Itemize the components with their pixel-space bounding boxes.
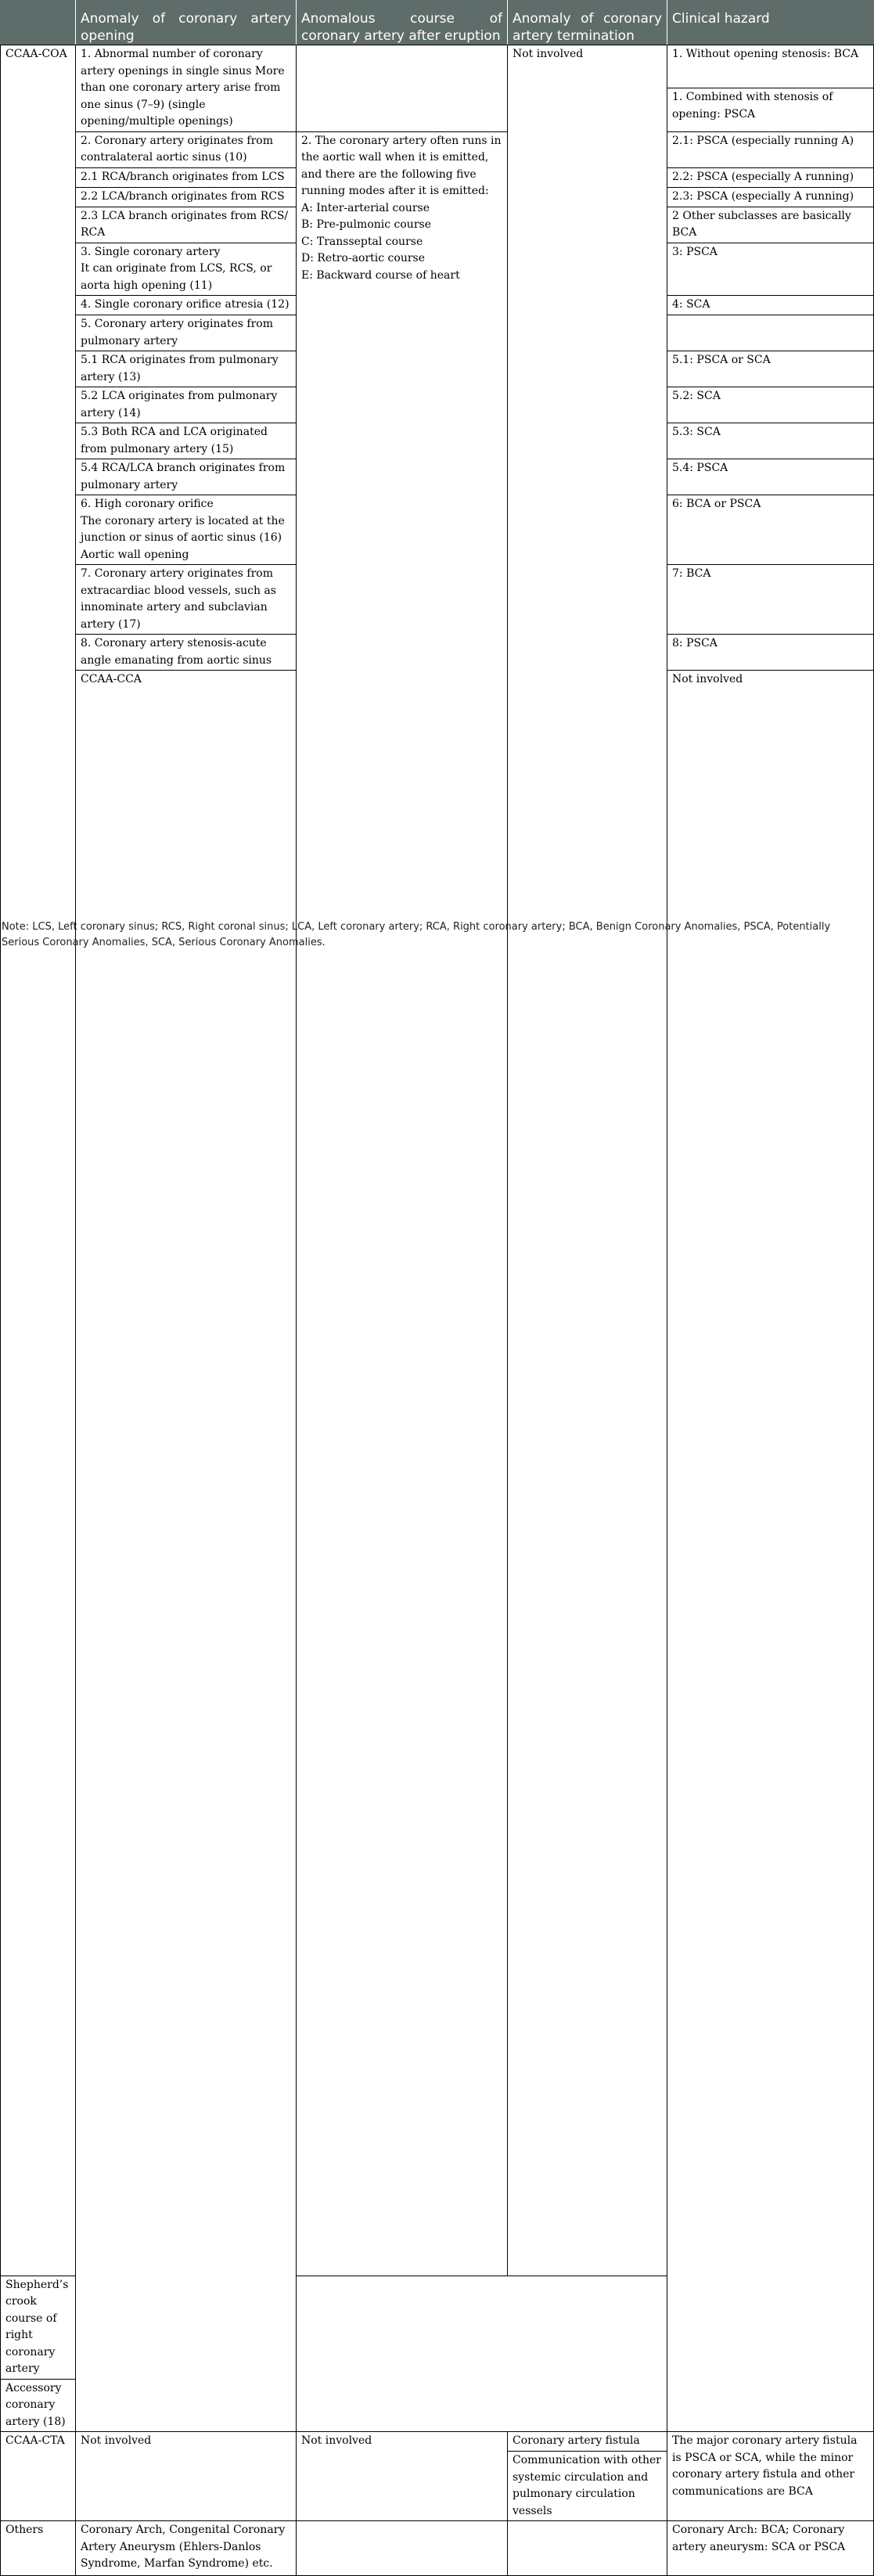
termination-cell: Not involved (508, 45, 667, 2276)
course-description: 2. The coronary artery often runs in the aortic wall when it is emitted, and there are the following five running modes after it is emitted: (301, 134, 502, 197)
opening-cell: 2.3 LCA branch originates from RCS/ RCA (76, 207, 297, 243)
course-mode: B: Pre-pulmonic course (301, 218, 431, 231)
header-opening: Anomaly of coronary artery opening (76, 1, 297, 45)
table-row (1, 45, 874, 88)
opening-cell: 4. Single coronary orifice atresia (12) (76, 296, 297, 315)
opening-title: 3. Single coronary artery (81, 245, 221, 258)
termination-cell (508, 2521, 667, 2576)
hazard-cell: 7: BCA (667, 565, 874, 635)
opening-text: Aortic wall opening (81, 548, 189, 561)
header-category (1, 1, 76, 45)
opening-cell: 5.1 RCA originates from pulmonary artery (13) (76, 351, 297, 387)
hazard-cell: Coronary Arch: BCA; Coronary artery aneurysm: SCA or PSCA (667, 2521, 874, 2576)
opening-cell: Not involved (76, 2432, 297, 2521)
header-course: Anomalous course of coronary artery after eruption (297, 1, 508, 45)
opening-title: 6. High coronary orifice (81, 498, 214, 510)
course-cell: Not involved (297, 2432, 508, 2521)
hazard-cell: 4: SCA (667, 296, 874, 315)
course-cell-empty (297, 45, 508, 132)
hazard-cell: 2.1: PSCA (especially running A) (667, 131, 874, 167)
course-mode: E: Backward course of heart (301, 268, 460, 282)
hazard-cell: 1. Without opening stenosis: BCA (667, 45, 874, 88)
hazard-cell: 3: PSCA (667, 243, 874, 296)
opening-cell: 8. Coronary artery stenosis-acute angle emanating from aortic sinus (76, 635, 297, 671)
opening-cell: 5.2 LCA originates from pulmonary artery (14) (76, 387, 297, 423)
hazard-cell: 8: PSCA (667, 635, 874, 671)
header-row (1, 1, 874, 45)
opening-text: It can originate from LCS, RCS, or aorta high opening (11) (81, 262, 272, 292)
table-row (1, 2432, 874, 2452)
course-mode: C: Transseptal course (301, 235, 423, 248)
table-footnote: Note: LCS, Left coronary sinus; RCS, Right coronal sinus; LCA, Left coronary artery; RCA, Right coronary artery; BCA, Benign Coronary Anomalies, PSCA, Potentially Serious Coronary Anomalies, SCA, Serious Coronary Anomalies. (2, 921, 831, 948)
opening-text: The coronary artery is located at the junction or sinus of aortic sinus (16) (81, 514, 285, 544)
table-row (1, 131, 874, 167)
opening-cell: Coronary Arch, Congenital Coronary Artery Aneurysm (Ehlers-Danlos Syndrome, Marfan Syndrome) etc. (76, 2521, 297, 2576)
course-cell: Shepherd’s crook course of right coronary artery (1, 2276, 76, 2379)
hazard-cell: 5.4: PSCA (667, 459, 874, 495)
course-cell-modes (297, 131, 508, 2276)
header-termination: Anomaly of coronary artery termination (508, 1, 667, 45)
hazard-cell: 5.3: SCA (667, 423, 874, 459)
header-hazard: Clinical hazard (667, 1, 874, 45)
table-row (1, 2521, 874, 2576)
opening-cell: 2. Coronary artery originates from contralateral aortic sinus (10) (76, 131, 297, 167)
group-label-cca: CCAA-CCA (76, 671, 297, 2432)
opening-cell: 5.3 Both RCA and LCA originated from pulmonary artery (15) (76, 423, 297, 459)
course-mode: D: Retro-aortic course (301, 252, 426, 264)
opening-cell: 5.4 RCA/LCA branch originates from pulmonary artery (76, 459, 297, 495)
termination-cell: Communication with other systemic circulation and pulmonary circulation vessels (508, 2452, 667, 2521)
opening-cell: 5. Coronary artery originates from pulmonary artery (76, 315, 297, 351)
hazard-cell: 6: BCA or PSCA (667, 495, 874, 565)
opening-cell (76, 495, 297, 565)
group-label-coa: CCAA-COA (1, 45, 76, 2276)
termination-cell: Coronary artery fistula (508, 2432, 667, 2452)
opening-cell: Not involved (667, 671, 874, 2432)
hazard-cell: 5.1: PSCA or SCA (667, 351, 874, 387)
group-label-others: Others (1, 2521, 76, 2576)
opening-cell: 2.2 LCA/branch originates from RCS (76, 187, 297, 207)
course-mode: A: Inter-arterial course (301, 201, 430, 214)
hazard-cell (667, 315, 874, 351)
hazard-cell: 5.2: SCA (667, 387, 874, 423)
opening-cell: 1. Abnormal number of coronary artery openings in single sinus More than one coronary artery arise from one sinus (7–9) (single opening/multiple openings) (76, 45, 297, 132)
course-cell (297, 2521, 508, 2576)
opening-cell: 7. Coronary artery originates from extracardiac blood vessels, such as innominate artery and subclavian artery (17) (76, 565, 297, 635)
hazard-cell: 2.2: PSCA (especially A running) (667, 167, 874, 187)
course-cell: Accessory coronary artery (18) (1, 2379, 76, 2432)
group-label-cta: CCAA-CTA (1, 2432, 76, 2521)
hazard-cell: The major coronary artery fistula is PSCA or SCA, while the minor coronary artery fistula and other communications are BCA (667, 2432, 874, 2521)
opening-cell (76, 243, 297, 296)
hazard-cell: 1. Combined with stenosis of opening: PSCA (667, 88, 874, 131)
hazard-cell: 2.3: PSCA (especially A running) (667, 187, 874, 207)
opening-cell: 2.1 RCA/branch originates from LCS (76, 167, 297, 187)
hazard-cell: 2 Other subclasses are basically BCA (667, 207, 874, 243)
